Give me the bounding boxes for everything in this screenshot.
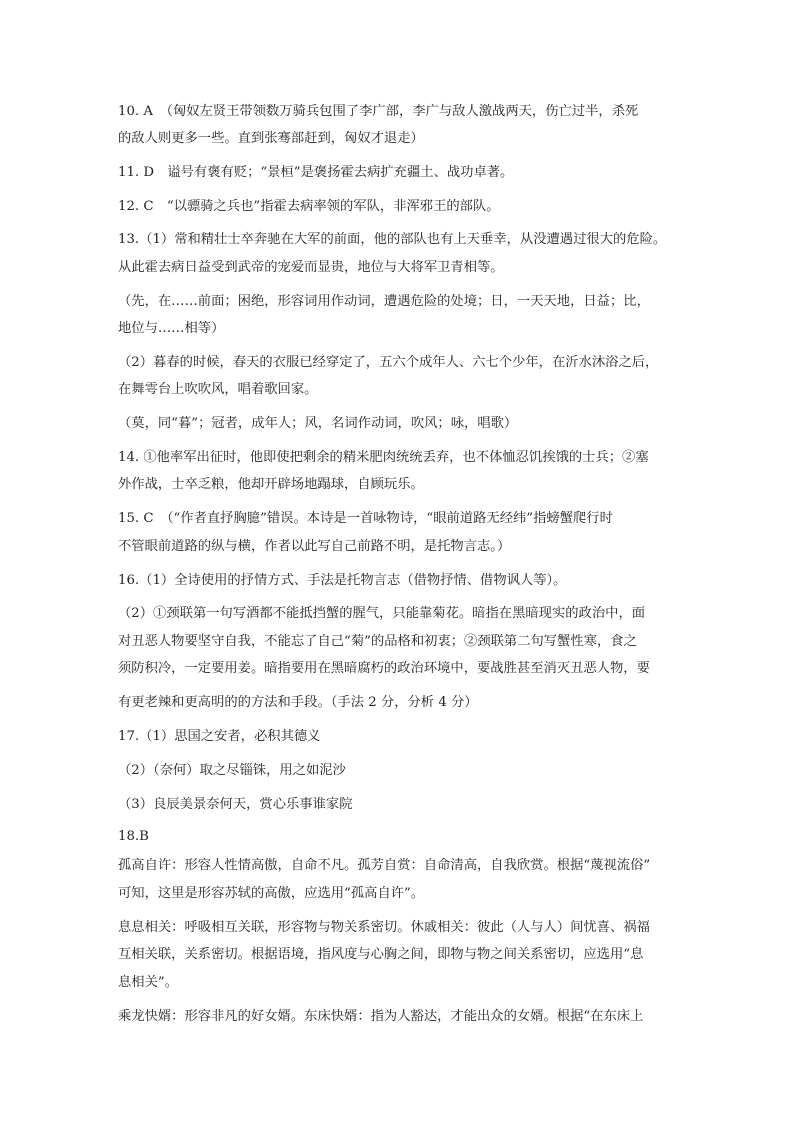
answer-14-line-1: 14. ①他率军出征时，他即使把剩余的精米肥肉统统丢弃，也不体恤忍饥挨饿的士兵；②塞 (118, 450, 649, 465)
answer-14-line-2: 外作战，士卒乏粮，他却开辟场地蹋球，自顾玩乐。 (118, 477, 424, 492)
explanation-chenglong-line-1: 乘龙快婿：形容非凡的好女婿。东床快婿：指为人豁达，才能出众的女婿。根据“在东床上 (118, 1009, 644, 1024)
answer-17-2: （2）（奈何）取之尽锱铢，用之如泥沙 (118, 763, 346, 778)
explanation-xixi-line-3: 息相关”。 (118, 975, 178, 990)
answer-16-2-line-4: 有更老辣和更高明的的方法和手段。（手法 2 分，分析 4 分） (118, 695, 478, 710)
answer-17-1: 17.（1）思国之安者，必积其德义 (118, 729, 321, 744)
answer-10-line-2: 的敌人则更多一些。直到张骞部赶到，匈奴才退走） (118, 131, 424, 146)
answer-11: 11. D 谥号有褒有贬；“景桓”是褒扬霍去病扩充疆土、战功卓著。 (118, 165, 514, 180)
answer-16-1: 16.（1）全诗使用的抒情方式、手法是托物言志（借物抒情、借物讽人等）。 (118, 573, 567, 588)
explanation-xixi-line-2: 互相关联，关系密切。根据语境，指风度与心胸之间，即物与物之间关系密切，应选用“息 (118, 947, 644, 962)
answer-10-line-1: 10. A （匈奴左贤王带领数万骑兵包围了李广部，李广与敌人激战两天，伤亡过半，杀死 (118, 104, 639, 119)
answer-13-1-note-line-2: 地位与……相等） (118, 321, 225, 336)
answer-15-line-1: 15. C （“作者直抒胸臆”错误。本诗是一首咏物诗，“眼前道路无经纬”指螃蟹爬行时 (118, 511, 613, 526)
answer-13-2-line-2: 在舞雩台上吹吹风，唱着歌回家。 (118, 382, 318, 397)
answer-16-2-line-1: （2）①颈联第一句写酒都不能抵挡蟹的腥气，只能靠菊花。暗指在黑暗现实的政治中，面 (118, 606, 646, 621)
answer-12: 12. C “以骠骑之兵也”指霍去病率领的军队，非浑邪王的部队。 (118, 199, 500, 214)
answer-17-3: （3）良辰美景奈何天，赏心乐事谁家院 (118, 797, 353, 812)
explanation-guzi-line-2: 可知，这里是形容苏轼的高傲，应选用“孤高自许”。 (118, 886, 425, 901)
answer-15-line-2: 不管眼前道路的纵与横，作者以此写自己前路不明，是托物言志。） (118, 539, 511, 554)
answer-13-2-line-1: （2）暮春的时候，春天的衣服已经穿定了，五六个成年人、六七个少年，在沂水沐浴之后， (118, 355, 659, 370)
explanation-xixi-line-1: 息息相关：呼吸相互关联，形容物与物关系密切。休戚相关：彼此（人与人）间忧喜、祸福 (118, 920, 650, 935)
answer-16-2-line-2: 对丑恶人物要坚守自我，不能忘了自己“菊”的品格和初衷；②颈联第二句写蟹性寒，食之 (118, 634, 637, 649)
explanation-guzi-line-1: 孤高自许：形容人性情高傲，自命不凡。孤芳自赏：自命清高，自我欣赏。根据“蔑视流俗” (118, 858, 651, 873)
answer-13-1-line-2: 从此霍去病日益受到武帝的宠爱而显贵，地位与大将军卫青相等。 (118, 260, 504, 275)
answer-13-1-note-line-1: （先，在……前面；困绝，形容词用作动词，遭遇危险的处境；日，一天天地，日益；比， (118, 294, 650, 309)
answer-18: 18.B (118, 829, 149, 844)
answer-16-2-line-3: 须防积冷，一定要用姜。暗指要用在黑暗腐朽的政治环境中，要战胜甚至消灭丑恶人物，要 (118, 661, 650, 676)
answer-13-2-note: （莫，同“暮”；冠者，成年人；风，名词作动词，吹风；咏，唱歌） (118, 416, 518, 431)
answer-13-1-line-1: 13.（1）常和精壮士卒奔驰在大军的前面，他的部队也有上天垂幸，从没遭遇过很大的危险。 (118, 232, 667, 247)
